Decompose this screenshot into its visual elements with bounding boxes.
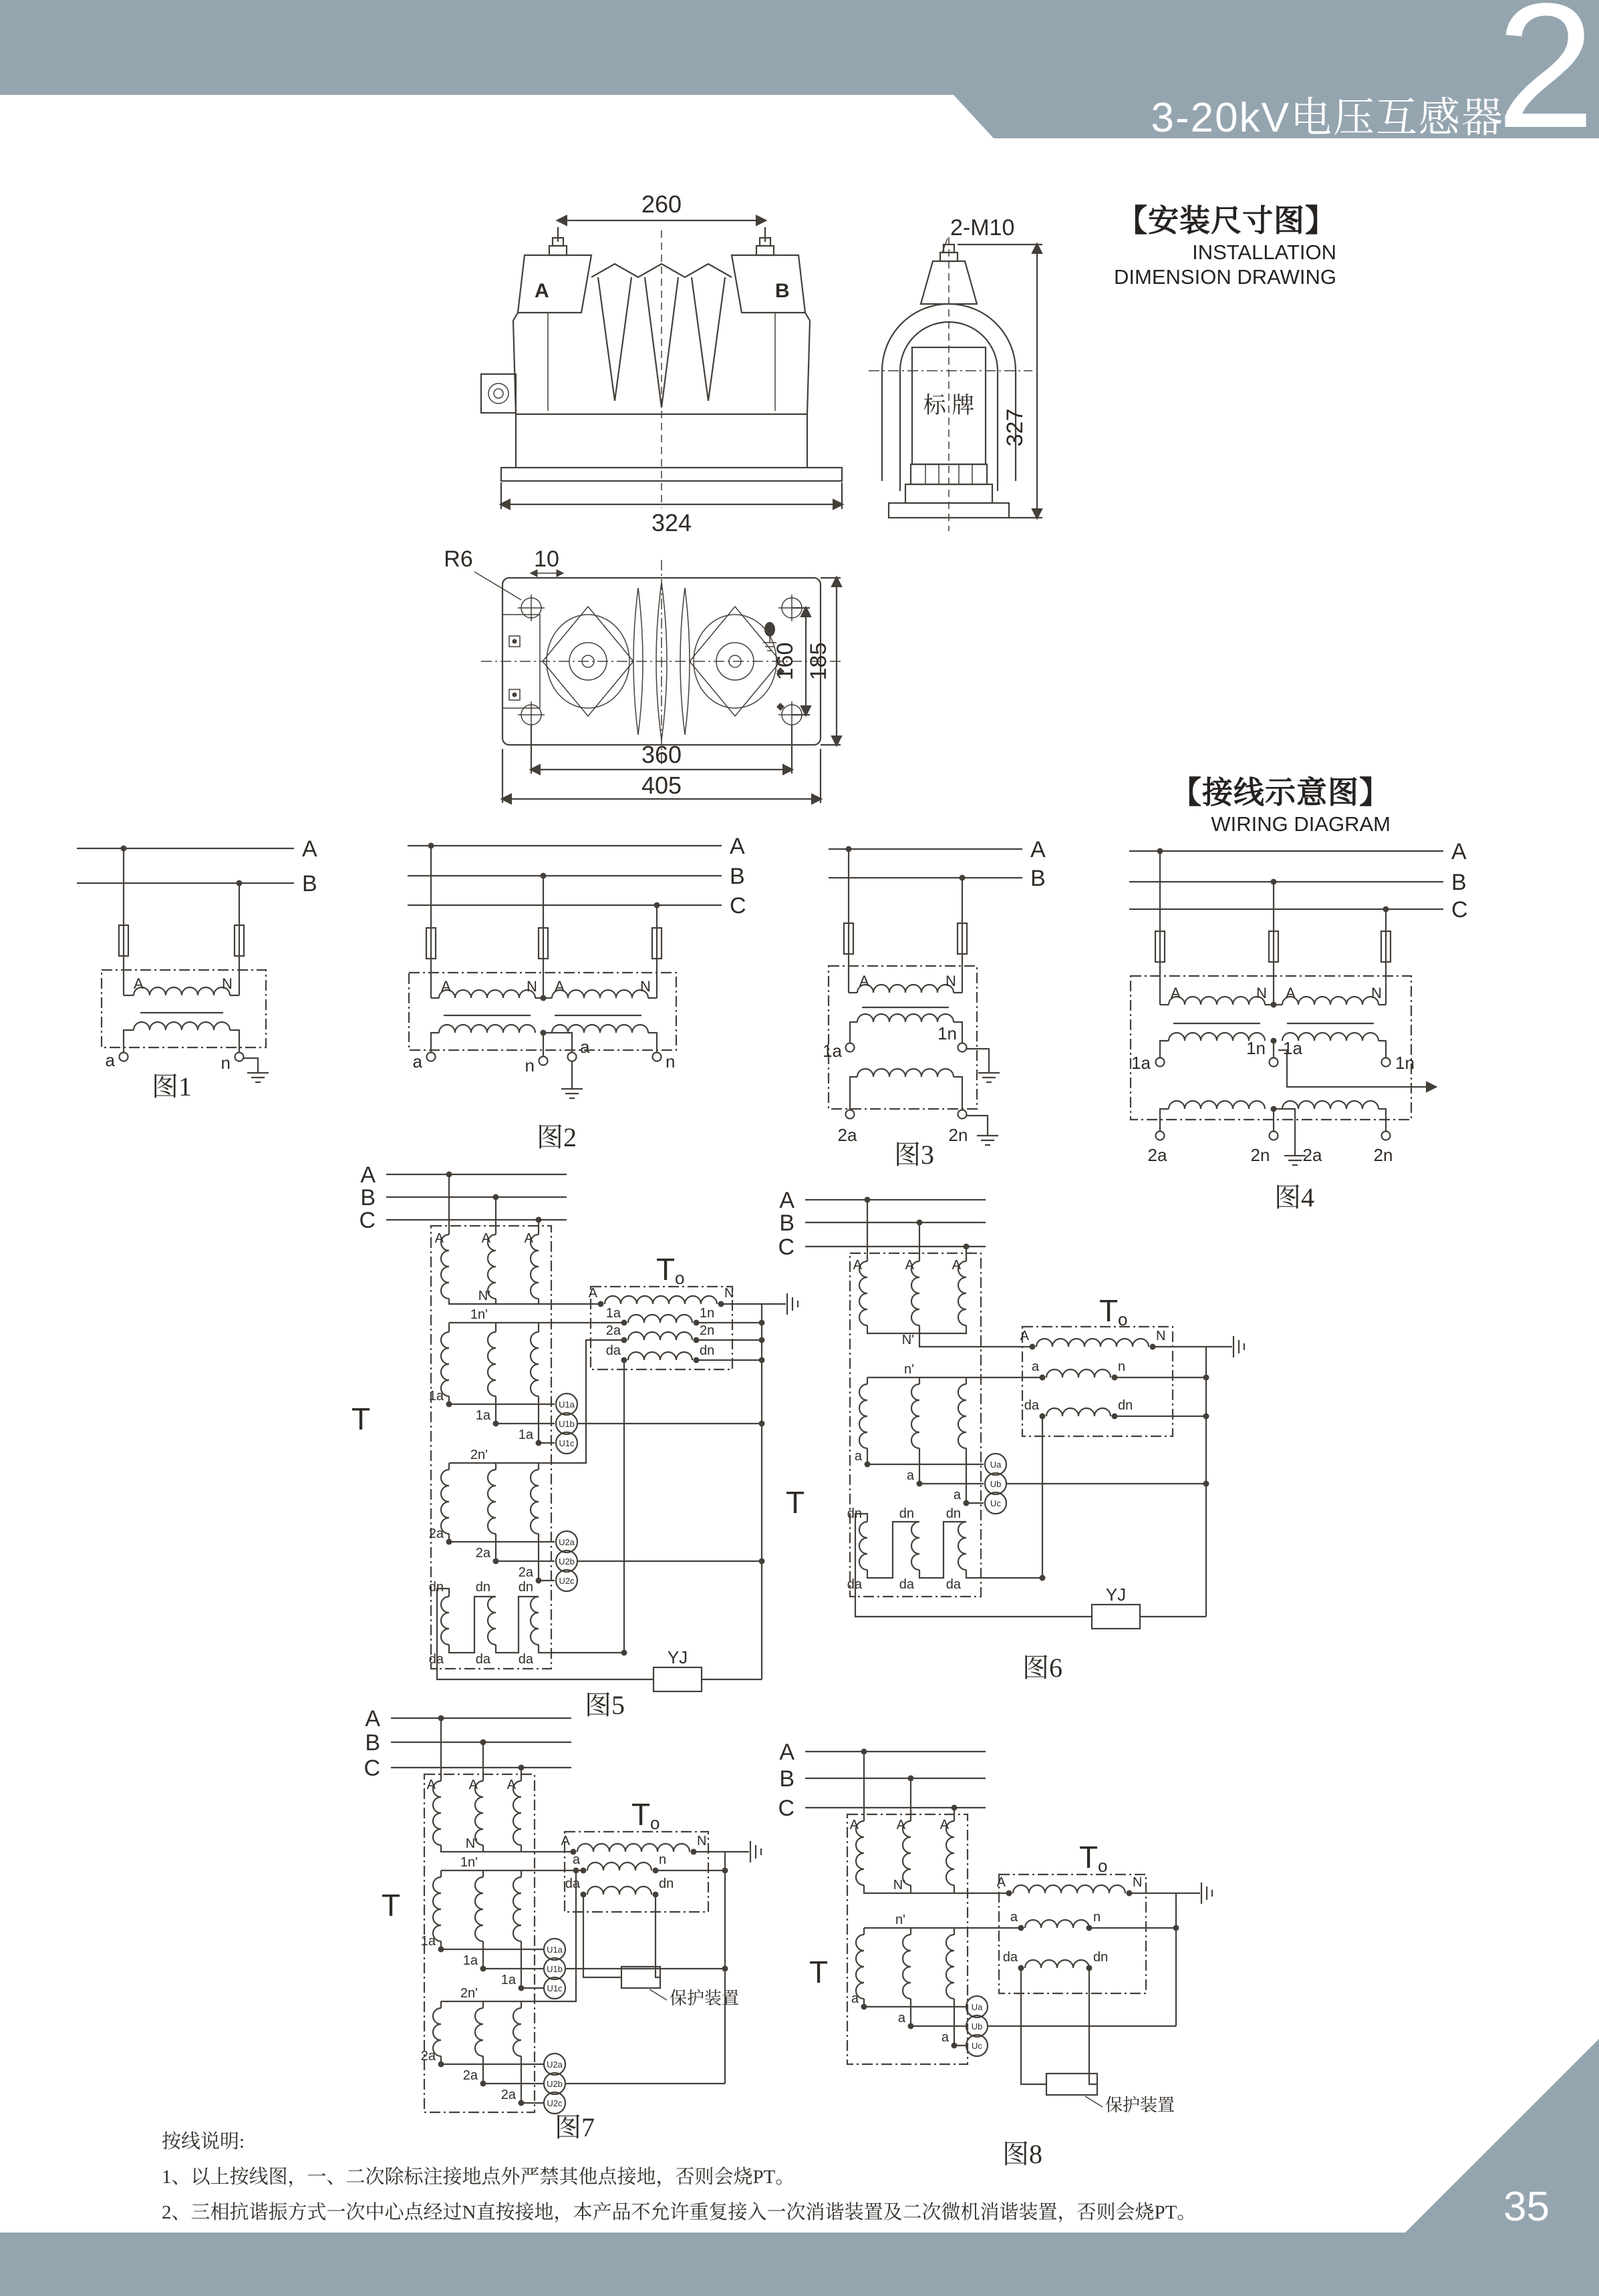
front-dim-324: 324 <box>651 509 692 536</box>
fig8-to-label: T <box>1079 1840 1099 1874</box>
fig6-a-3: a <box>953 1488 961 1502</box>
fig3-bus-a: A <box>1030 837 1046 862</box>
fig6-a-1: a <box>854 1449 862 1464</box>
fig6-da-1: da <box>847 1577 862 1592</box>
fig7-to-sub: o <box>650 1813 660 1833</box>
fig2-prim-n1: N <box>527 978 537 995</box>
fig4-sec1-a-mid: 1a <box>1283 1038 1302 1058</box>
front-view-drawing <box>481 190 842 536</box>
fig6-prim-a2: A <box>905 1258 914 1273</box>
fig5-bus-a: A <box>360 1162 376 1188</box>
top-dim-405: 405 <box>641 772 682 799</box>
fig7-2a-1: 2a <box>420 2049 436 2064</box>
fig5-u1c: U1c <box>559 1438 575 1448</box>
fig8-to-a: A <box>996 1875 1006 1890</box>
fig8-ua: Ua <box>971 2002 983 2012</box>
fig2-caption: 图2 <box>537 1122 577 1152</box>
installation-heading-en1: INSTALLATION <box>1192 240 1336 264</box>
fig7-1a-2: 1a <box>462 1953 478 1968</box>
fig5-caption: 图5 <box>585 1690 625 1720</box>
fig7-prim-a3: A <box>506 1778 516 1792</box>
fig1-bus-a: A <box>302 836 317 862</box>
fig5-to-label: T <box>656 1252 676 1287</box>
fig5-to-a: A <box>588 1286 597 1301</box>
fig2-prim-a2: A <box>555 978 565 995</box>
installation-heading-cn: 【安装尺寸图】 <box>1117 204 1336 238</box>
fig4-caption: 图4 <box>1274 1182 1314 1212</box>
fig5-2a-1: 2a <box>428 1526 444 1541</box>
fig7-bus-c: C <box>364 1756 380 1781</box>
notes-title: 按线说明: <box>162 2131 245 2152</box>
fig5-prim-a2: A <box>481 1231 490 1246</box>
fig5-to-dn: dn <box>700 1343 715 1358</box>
fig6-to-label: T <box>1099 1293 1119 1328</box>
fig7-prim-a2: A <box>468 1778 478 1792</box>
page-title: 3-20kV电压互感器 <box>1151 95 1504 141</box>
fig3-prim-a: A <box>859 973 869 989</box>
fig3-sec1-a: 1a <box>823 1041 842 1061</box>
fig8-a-2: a <box>897 2011 905 2025</box>
fig6-to-da: da <box>1024 1398 1039 1413</box>
wiring-fig8 <box>778 1740 1212 2169</box>
side-dim-327: 327 <box>1002 408 1028 447</box>
fig2-bus-a: A <box>730 834 745 859</box>
front-terminal-a: A <box>535 280 549 302</box>
fig6-dn-3: dn <box>946 1506 961 1521</box>
fig5-dn-3: dn <box>518 1580 533 1595</box>
fig5-da-2: da <box>475 1652 490 1667</box>
fig1-prim-n: N <box>222 975 233 992</box>
fig4-sec1-n-right: 1n <box>1395 1053 1415 1073</box>
fig4-prim-n1: N <box>1256 985 1267 1001</box>
fig2-sec-n-mid: n <box>525 1055 535 1076</box>
fig5-to-da: da <box>605 1343 621 1358</box>
wiring-heading-en: WIRING DIAGRAM <box>1211 812 1391 836</box>
fig8-np: N' <box>893 1878 905 1893</box>
fig5-dn-1: dn <box>428 1580 444 1595</box>
fig6-da-3: da <box>946 1577 961 1592</box>
fig4-prim-n2: N <box>1371 985 1382 1001</box>
fig7-u2a: U2a <box>547 2060 563 2070</box>
fig6-prim-a3: A <box>952 1258 961 1273</box>
fig5-to-n: N <box>724 1286 734 1301</box>
fig4-sec1-n-mid: 1n <box>1246 1038 1266 1058</box>
fig5-to-2n: 2n <box>700 1323 715 1338</box>
fig8-uc: Uc <box>972 2041 982 2051</box>
fig1-prim-a: A <box>134 975 144 992</box>
fig6-ua: Ua <box>990 1460 1002 1470</box>
fig7-to-n2: n <box>659 1852 667 1867</box>
fig4-sec2-a-mid: 2a <box>1302 1145 1322 1165</box>
fig6-bus-c: C <box>778 1235 794 1260</box>
fig2-prim-a1: A <box>441 978 451 995</box>
fig6-to-n: N <box>1156 1329 1166 1343</box>
wiring-fig1 <box>77 836 317 1102</box>
fig2-bus-c: C <box>730 893 746 919</box>
fig7-2a-2: 2a <box>462 2068 478 2083</box>
fig5-to-1a: 1a <box>605 1306 621 1321</box>
fig7-u2b: U2b <box>547 2079 563 2089</box>
fig5-prim-a1: A <box>434 1231 444 1246</box>
wiring-fig4 <box>1129 839 1468 1212</box>
notes-line-2: 2、三相抗谐振方式一次中心点经过N直按接地，本产品不允许重复接入一次消谐装置及二次微机消谐装置，否则会烧PT。 <box>162 2202 1197 2223</box>
page-number: 35 <box>1503 2184 1550 2230</box>
fig5-bus-c: C <box>359 1208 376 1233</box>
fig7-u1a: U1a <box>547 1945 563 1955</box>
fig8-bus-b: B <box>779 1766 794 1792</box>
fig7-protect: 保护装置 <box>670 1989 740 2008</box>
fig5-2a-2: 2a <box>475 1546 490 1561</box>
fig8-ub: Ub <box>971 2021 983 2031</box>
fig7-to-label: T <box>631 1797 651 1832</box>
fig8-a-1: a <box>851 1991 859 2006</box>
fig5-bus-b: B <box>360 1185 376 1210</box>
fig8-bus-a: A <box>779 1740 794 1765</box>
wiring-fig3 <box>823 837 1046 1170</box>
fig5-to-1n: 1n <box>700 1306 715 1321</box>
fig5-1a-1: 1a <box>428 1389 444 1404</box>
fig7-1np: 1n' <box>460 1855 478 1870</box>
top-dim-r6: R6 <box>444 546 473 572</box>
front-terminal-b: B <box>775 280 790 302</box>
fig6-to-dn: dn <box>1118 1398 1133 1413</box>
fig6-to-a: A <box>1020 1329 1029 1343</box>
fig6-np: N' <box>901 1333 914 1347</box>
fig7-1a-3: 1a <box>500 1973 516 1987</box>
fig7-to-a: A <box>561 1834 570 1848</box>
fig4-bus-b: B <box>1451 870 1467 895</box>
fig7-bus-b: B <box>365 1730 380 1756</box>
fig7-to-a2: a <box>572 1852 580 1867</box>
fig7-to-da: da <box>565 1876 580 1891</box>
fig3-sec1-n: 1n <box>937 1023 957 1043</box>
fig6-dn-1: dn <box>847 1506 862 1521</box>
fig7-u2c: U2c <box>547 2098 563 2108</box>
top-dim-360: 360 <box>641 741 682 768</box>
fig5-to-sub: o <box>675 1268 685 1288</box>
fig7-2np: 2n' <box>460 1986 478 2001</box>
fig8-bus-c: C <box>778 1796 794 1821</box>
fig7-bus-a: A <box>365 1706 380 1732</box>
fig6-prim-a1: A <box>853 1258 862 1273</box>
fig5-u2b: U2b <box>559 1556 575 1567</box>
fig3-bus-b: B <box>1030 866 1046 891</box>
fig6-yj: YJ <box>1105 1585 1127 1605</box>
fig5-t-label: T <box>351 1402 371 1436</box>
fig6-to-sub: o <box>1118 1309 1128 1329</box>
fig3-sec2-n: 2n <box>948 1125 968 1145</box>
fig8-to-n2: n <box>1093 1910 1101 1925</box>
fig8-to-dn: dn <box>1093 1950 1109 1965</box>
fig2-sec-n-right: n <box>666 1051 676 1072</box>
fig8-t-label: T <box>809 1955 829 1989</box>
fig2-bus-b: B <box>730 864 745 889</box>
fig5-2np: 2n' <box>470 1448 488 1462</box>
fig8-to-n: N <box>1133 1875 1143 1890</box>
fig7-2a-3: 2a <box>500 2088 516 2102</box>
installation-heading-en2: DIMENSION DRAWING <box>1114 265 1336 289</box>
fig5-da-3: da <box>518 1652 533 1667</box>
fig3-prim-n: N <box>946 973 956 989</box>
fig8-to-da: da <box>1002 1950 1018 1965</box>
fig5-np-label: N' <box>478 1289 490 1303</box>
fig6-to-a2: a <box>1031 1359 1039 1374</box>
fig8-a-3: a <box>941 2030 949 2045</box>
fig5-prim-a3: A <box>524 1231 533 1246</box>
fig7-t-label: T <box>381 1888 401 1923</box>
wiring-fig2 <box>408 834 746 1152</box>
fig5-da-1: da <box>428 1652 444 1667</box>
fig5-u2a: U2a <box>559 1537 575 1547</box>
fig6-t-label: T <box>785 1485 805 1520</box>
fig2-sec-a-mid: a <box>580 1037 590 1057</box>
fig6-uc: Uc <box>990 1498 1001 1508</box>
fig5-u1a: U1a <box>559 1400 575 1410</box>
fig4-sec2-n-right: 2n <box>1373 1145 1393 1165</box>
fig6-np2: n' <box>904 1362 914 1377</box>
fig8-to-sub: o <box>1098 1856 1108 1876</box>
fig4-sec2-n-mid: 2n <box>1250 1145 1270 1165</box>
fig7-u1b: U1b <box>547 1964 563 1974</box>
fig5-1a-2: 1a <box>475 1408 490 1423</box>
fig7-prim-a1: A <box>426 1778 436 1792</box>
fig6-da-2: da <box>899 1577 914 1592</box>
fig8-prim-a3: A <box>939 1818 949 1832</box>
fig5-u2c: U2c <box>559 1576 575 1586</box>
fig7-u1c: U1c <box>547 1983 563 1993</box>
wiring-fig7 <box>364 1706 761 2142</box>
fig6-to-n2: n <box>1118 1359 1126 1374</box>
front-dim-260: 260 <box>641 190 682 218</box>
fig6-dn-2: dn <box>899 1506 914 1521</box>
fig5-to-2a: 2a <box>605 1323 621 1338</box>
wiring-heading-cn: 【接线示意图】 <box>1171 776 1391 810</box>
fig8-caption: 图8 <box>1002 2139 1042 2169</box>
fig8-np2: n' <box>895 1913 905 1927</box>
top-dim-10: 10 <box>534 546 559 572</box>
fig6-bus-b: B <box>779 1210 794 1236</box>
side-bolt-label: 2-M10 <box>950 215 1015 240</box>
fig8-prim-a1: A <box>849 1818 859 1832</box>
fig8-protect: 保护装置 <box>1105 2096 1175 2115</box>
fig1-sec-n: n <box>221 1053 231 1073</box>
fig2-prim-n2: N <box>640 978 651 995</box>
fig5-1a-3: 1a <box>518 1428 533 1442</box>
fig6-caption: 图6 <box>1022 1653 1062 1683</box>
fig4-sec1-a-left: 1a <box>1131 1053 1151 1073</box>
fig2-sec-a-left: a <box>412 1051 422 1072</box>
fig4-bus-c: C <box>1451 897 1468 923</box>
fig3-sec2-a: 2a <box>837 1125 857 1145</box>
notes-line-1: 1、以上按线图，一、二次除标注接地点外严禁其他点接地，否则会烧PT。 <box>162 2166 795 2188</box>
fig7-np: N' <box>465 1836 478 1851</box>
fig4-prim-a2: A <box>1286 985 1296 1001</box>
fig7-to-n: N <box>697 1834 707 1848</box>
fig7-caption: 图7 <box>555 2112 595 2142</box>
fig8-prim-a2: A <box>896 1818 905 1832</box>
fig7-1a-1: 1a <box>420 1934 436 1949</box>
fig1-caption: 图1 <box>152 1072 192 1102</box>
fig3-caption: 图3 <box>894 1140 934 1170</box>
fig6-a-2: a <box>906 1468 914 1483</box>
top-view-drawing <box>444 546 843 803</box>
top-dim-185: 185 <box>806 642 831 681</box>
top-dim-160: 160 <box>772 642 798 681</box>
fig4-sec2-a-left: 2a <box>1147 1145 1167 1165</box>
wiring-fig5 <box>351 1162 798 1720</box>
fig7-to-dn: dn <box>659 1876 674 1891</box>
fig4-prim-a1: A <box>1171 985 1181 1001</box>
fig5-u1b: U1b <box>559 1419 575 1429</box>
fig5-1np: 1n' <box>470 1307 488 1322</box>
fig5-yj: YJ <box>667 1647 688 1667</box>
fig1-bus-b: B <box>302 871 317 896</box>
fig6-bus-a: A <box>779 1188 794 1213</box>
side-nameplate: 标 牌 <box>923 393 975 418</box>
wiring-fig6 <box>778 1188 1244 1683</box>
chapter-number: 2 <box>1496 0 1595 165</box>
fig5-dn-2: dn <box>475 1580 490 1595</box>
fig4-bus-a: A <box>1451 839 1467 864</box>
fig8-to-a2: a <box>1010 1910 1018 1925</box>
fig1-sec-a: a <box>105 1050 115 1070</box>
fig5-2a-3: 2a <box>518 1565 533 1580</box>
side-view-drawing <box>869 215 1042 531</box>
fig6-ub: Ub <box>990 1479 1002 1489</box>
